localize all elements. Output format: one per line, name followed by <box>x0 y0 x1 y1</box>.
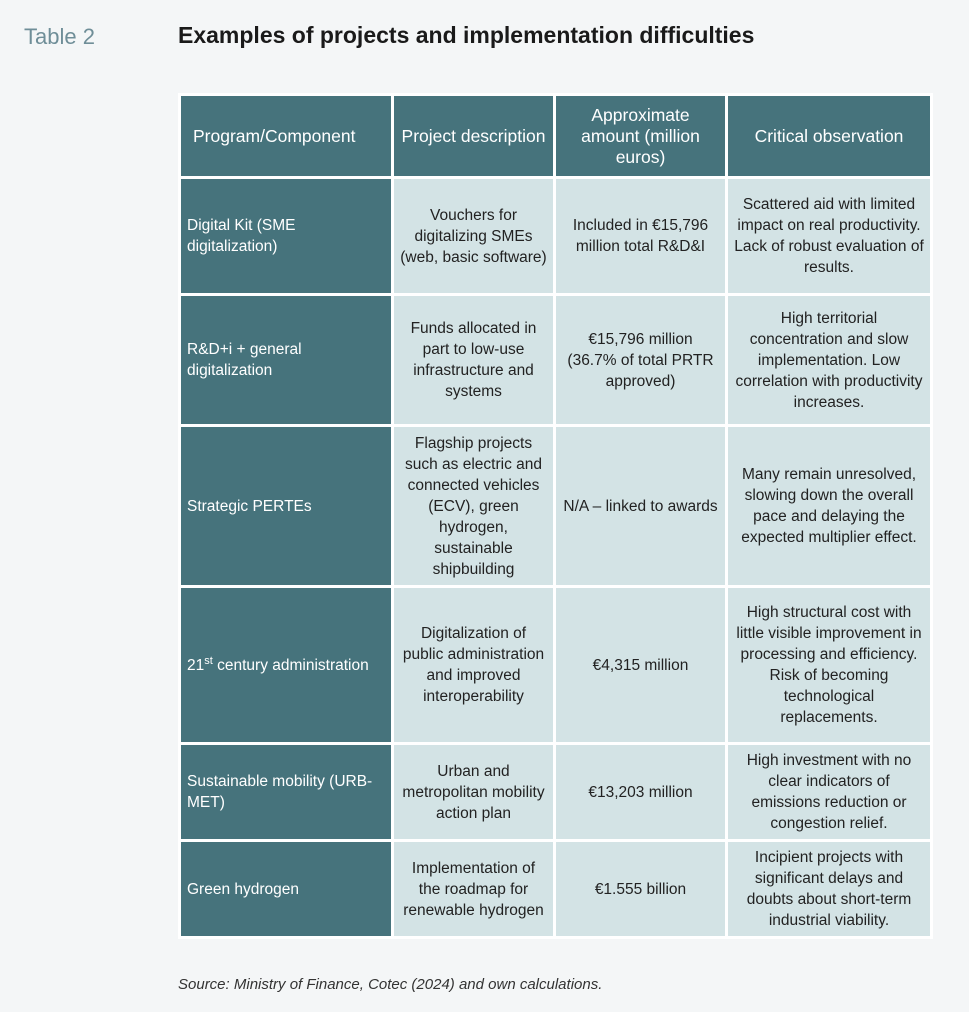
column-header-observation: Critical observation <box>727 95 932 178</box>
program-cell: Green hydrogen <box>180 841 393 938</box>
program-cell <box>180 587 393 744</box>
table-row <box>180 587 932 744</box>
table-title: Examples of projects and implementation difficulties <box>178 22 755 48</box>
amount-cell: €4,315 million <box>555 587 727 744</box>
column-header-description: Project description <box>393 95 555 178</box>
table-row <box>180 841 932 938</box>
table-row <box>180 426 932 587</box>
amount-cell: N/A – linked to awards <box>555 426 727 587</box>
observation-cell: High investment with no clear indicators of emissions reduction or congestion relief. <box>727 744 932 841</box>
description-cell: Funds allocated in part to low-use infrastructure and systems <box>393 295 555 426</box>
description-cell: Flagship projects such as electric and connected vehicles (ECV), green hydrogen, sustainable shipbuilding <box>393 426 555 587</box>
description-cell: Vouchers for digitalizing SMEs (web, basic software) <box>393 178 555 295</box>
source-note: Source: Ministry of Finance, Cotec (2024) and own calculations. <box>178 976 603 993</box>
program-text: century administration <box>212 656 369 674</box>
amount-cell: €1.555 billion <box>555 841 727 938</box>
table-row <box>180 178 932 295</box>
program-ordinal-suffix: st <box>204 654 213 667</box>
projects-table <box>178 93 933 939</box>
table-row <box>180 744 932 841</box>
program-number: 21 <box>187 656 205 674</box>
amount-cell: €13,203 million <box>555 744 727 841</box>
table-header-row <box>180 95 932 178</box>
observation-cell: High structural cost with little visible improvement in processing and efficiency. Risk of becoming technological replacements. <box>727 587 932 744</box>
observation-cell: Many remain unresolved, slowing down the overall pace and delaying the expected multiplier effect. <box>727 426 932 587</box>
column-header-amount: Approximate amount (million euros) <box>555 95 727 178</box>
observation-cell: Scattered aid with limited impact on real productivity. Lack of robust evaluation of results. <box>727 178 932 295</box>
table-label: Table 2 <box>24 24 95 49</box>
description-cell: Digitalization of public administration and improved interoperability <box>393 587 555 744</box>
observation-cell: High territorial concentration and slow implementation. Low correlation with productivity increases. <box>727 295 932 426</box>
description-cell: Implementation of the roadmap for renewable hydrogen <box>393 841 555 938</box>
program-cell: Digital Kit (SME digitalization) <box>180 178 393 295</box>
observation-cell: Incipient projects with significant delays and doubts about short-term industrial viability. <box>727 841 932 938</box>
amount-cell: €15,796 million (36.7% of total PRTR approved) <box>555 295 727 426</box>
table-row <box>180 295 932 426</box>
program-cell: Sustainable mobility (URB-MET) <box>180 744 393 841</box>
program-cell: Strategic PERTEs <box>180 426 393 587</box>
amount-cell: Included in €15,796 million total R&D&I <box>555 178 727 295</box>
column-header-program: Program/Component <box>180 95 393 178</box>
description-cell: Urban and metropolitan mobility action plan <box>393 744 555 841</box>
program-cell: R&D+i + general digitalization <box>180 295 393 426</box>
